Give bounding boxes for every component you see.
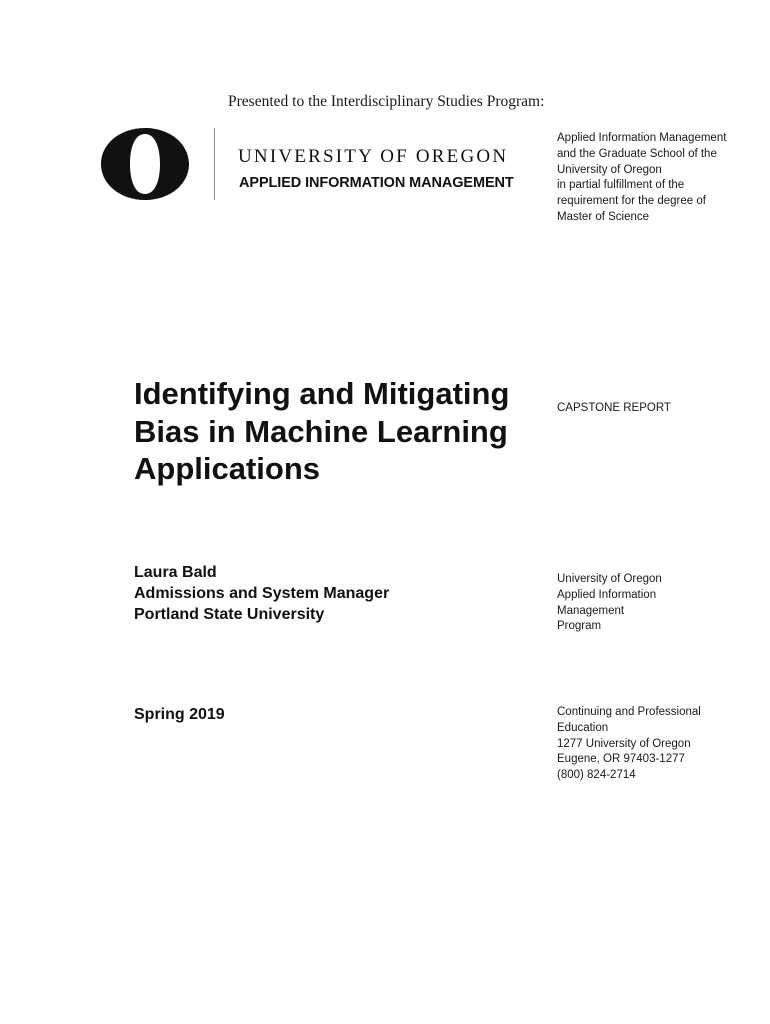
program-info-line: Management: [557, 604, 625, 617]
program-info: [557, 572, 757, 635]
contact-info-line: Education: [557, 721, 609, 734]
department-name: APPLIED INFORMATION MANAGEMENT: [239, 175, 514, 191]
report-term: Spring 2019: [134, 706, 225, 723]
presented-to-line: Presented to the Interdisciplinary Studies Program:: [228, 93, 545, 110]
contact-info-line: Continuing and Professional: [557, 706, 701, 718]
report-type-label: CAPSTONE REPORT: [557, 402, 671, 414]
report-title-line: Applications: [134, 451, 321, 486]
contact-info-line: 1277 University of Oregon: [557, 737, 691, 750]
degree-info-line: University of Oregon: [557, 163, 662, 176]
degree-info-line: Master of Science: [557, 210, 650, 223]
report-title-line: Bias in Machine Learning: [134, 413, 508, 449]
contact-info: [557, 705, 757, 784]
degree-info: [557, 131, 757, 226]
degree-info-line: requirement for the degree of: [557, 195, 706, 208]
report-title-line: Identifying and Mitigating: [134, 376, 510, 411]
degree-info-line: in partial fulfillment of the: [557, 179, 685, 192]
program-info-line: Program: [557, 620, 602, 633]
header-divider: [214, 128, 215, 200]
degree-info-line: and the Graduate School of the: [557, 147, 717, 160]
program-info-line: University of Oregon: [557, 573, 662, 585]
program-info-line: Applied Information: [557, 588, 657, 601]
author-organization: Portland State University: [134, 606, 325, 623]
author-block: [134, 562, 389, 625]
author-role: Admissions and System Manager: [134, 585, 390, 602]
contact-info-line: Eugene, OR 97403-1277: [557, 753, 685, 766]
author-name: Laura Bald: [134, 564, 217, 581]
university-of-oregon-o-logo-icon: [101, 128, 189, 200]
contact-info-line: (800) 824-2714: [557, 769, 636, 782]
university-name: UNIVERSITY OF OREGON: [238, 146, 509, 167]
degree-info-line: Applied Information Management: [557, 132, 727, 144]
report-title: [134, 375, 524, 488]
report-type: [557, 401, 757, 417]
